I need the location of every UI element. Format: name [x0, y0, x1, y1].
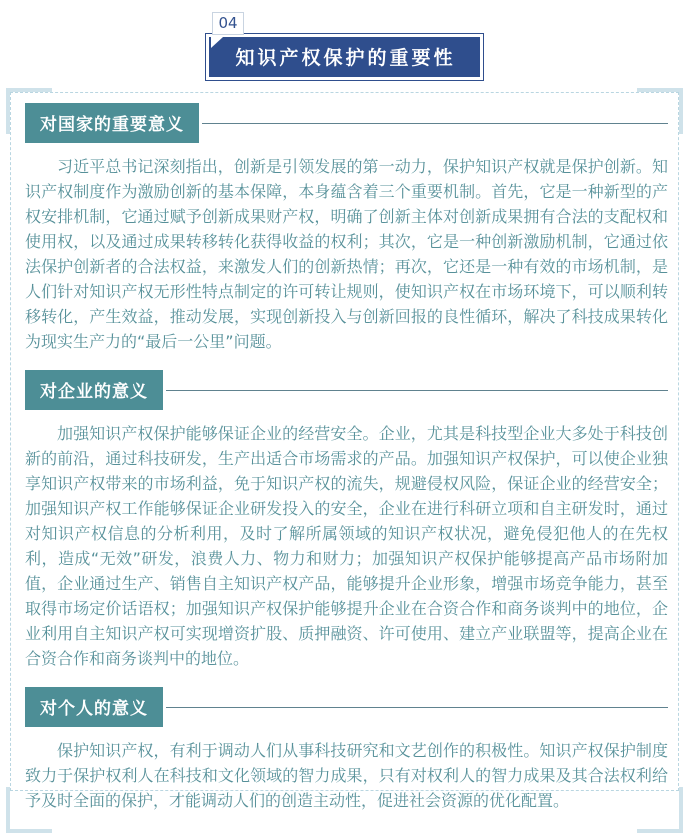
document-content — [25, 103, 668, 818]
section-body-enterprise: 加强知识产权保护能够保证企业的经营安全。企业，尤其是科技型企业大多处于科技创新的前沿，通过科技研发，生产出适合市场需求的产品。加强知识产权保护，可以使企业独享知识产权带来的市场利益，免于知识产权的流失，规避侵权风险，保证企业的经营安全；加强知识产权工作能够保证企业研发投入的安全，企业在进行科研立项和自主研发时，通过对知识产权信息的分析利用，及时了解所属领域的知识产权状况，避免侵犯他人的在先权利，造成“无效”研发，浪费人力、物力和财力；加强知识产权保护能够提高产品市场附加值，企业通过生产、销售自主知识产权产品，能够提升企业形象，增强市场竞争能力，甚至取得市场定价话语权；加强知识产权保护能够提升企业在合资合作和商务谈判中的地位，企业利用自主知识产权可实现增资扩股、质押融资、许可使用、建立产业联盟等，提高企业在合资合作和商务谈判中的地位。 — [25, 424, 668, 668]
section-header-individual — [25, 687, 668, 727]
section-divider-line — [166, 707, 668, 708]
title-banner-outline — [205, 33, 483, 81]
section-heading-enterprise: 对企业的意义 — [25, 370, 163, 410]
title-area — [0, 12, 689, 81]
section-heading-individual: 对个人的意义 — [25, 687, 163, 727]
section-body-country: 习近平总书记深刻指出，创新是引领发展的第一动力，保护知识产权就是保护创新。知识产权制度作为激励创新的基本保障，本身蕴含着三个重要机制。首先，它是一种新型的产权安排机制，它通过赋予创新成果财产权，明确了创新主体对创新成果拥有合法的支配权和使用权，以及通过成果转移转化获得收益的权利；其次，它是一种创新激励机制，它通过依法保护创新者的合法权益，来激发人们的创新热情；再次，它还是一种有效的市场机制，是人们针对知识产权无形性特点制定的许可转让规则，使知识产权在市场环境下，可以顺利转移转化，产生效益，推动发展，实现创新投入与创新回报的良性循环，解决了科技成果转化为现实生产力的“最后一公里”问题。 — [25, 157, 668, 351]
section-heading-country: 对国家的重要意义 — [25, 103, 199, 143]
section-header-country — [25, 103, 668, 143]
section-divider-line — [166, 390, 668, 391]
page-title: 知识产权保护的重要性 — [235, 47, 456, 69]
section-header-enterprise — [25, 370, 668, 410]
section-body-individual: 保护知识产权，有利于调动人们从事科技研究和文艺创作的积极性。知识产权保护制度致力于保护权利人在科技和文化领域的智力成果，只有对权利人的智力成果及其合法权利给予及时全面的保护，才能调动人们的创造主动性，促进社会资源的优化配置。 — [25, 741, 668, 810]
title-banner — [209, 37, 479, 77]
banner-tail-triangle — [211, 37, 223, 48]
section-number-badge: 04 — [212, 12, 243, 35]
section-divider-line — [202, 123, 668, 124]
